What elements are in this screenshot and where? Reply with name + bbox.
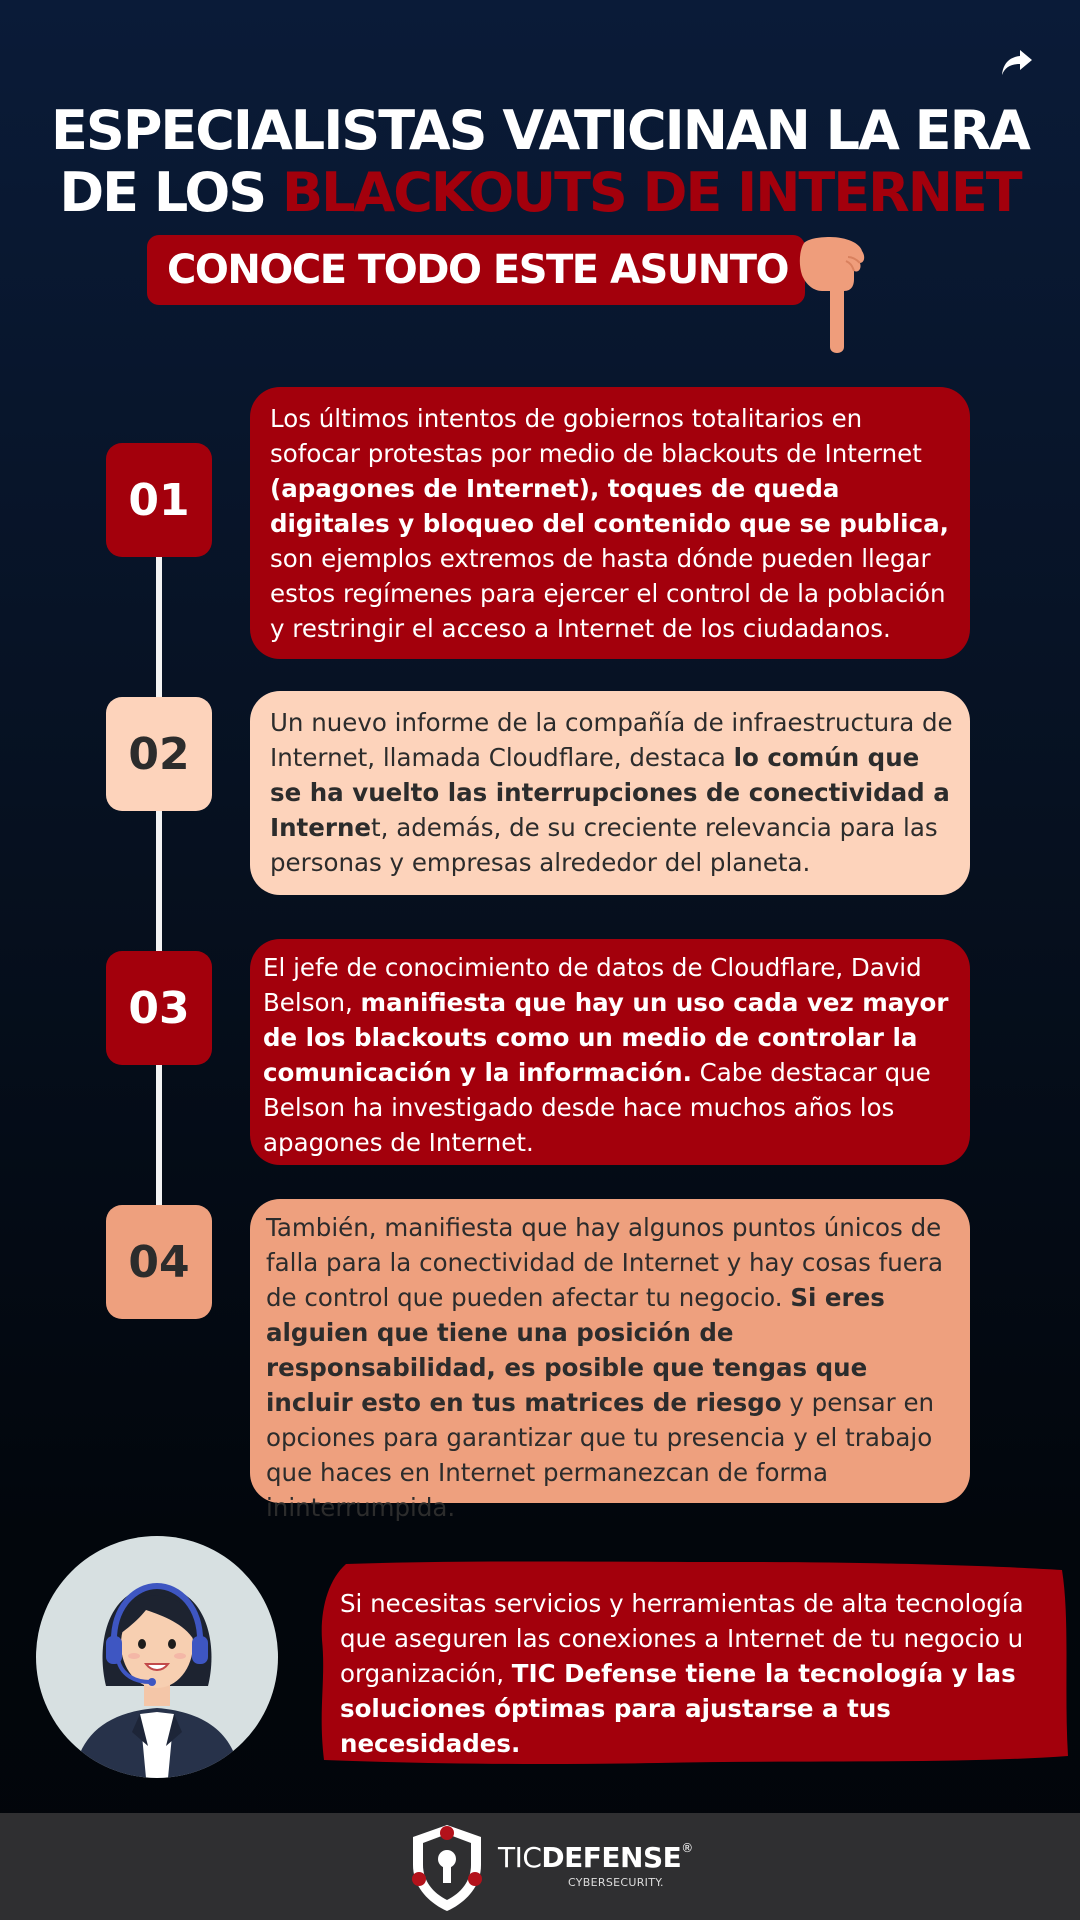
logo-registered: ® xyxy=(681,1841,693,1855)
cta-text-bold: TIC Defense tiene la tecnología y las soluciones óptimas para ajustarse a tus necesidades. xyxy=(340,1659,1016,1758)
step-card-03 xyxy=(250,939,970,1165)
title-line-1: ESPECIALISTAS VATICINAN LA ERA xyxy=(51,99,1029,162)
timeline-line xyxy=(156,540,162,1260)
step-card-02 xyxy=(250,691,970,895)
banner-text: CONOCE TODO ESTE ASUNTO xyxy=(167,247,789,293)
cta-text xyxy=(340,1586,1060,1761)
step-04-bold: Si eres alguien que tiene una posición de responsabilidad, es posible que tengas que incluir esto en tus matrices de riesgo xyxy=(266,1283,885,1417)
step-card-01 xyxy=(250,387,970,659)
page-title xyxy=(0,100,1080,224)
step-02-text-end: t, además, de su creciente relevancia para las personas y empresas alrededor del planeta. xyxy=(270,813,938,877)
title-red-part: BLACKOUTS DE INTERNET xyxy=(281,161,1021,224)
logo-defense: DEFENSE xyxy=(541,1841,682,1874)
call-to-action xyxy=(318,1560,1070,1765)
cta-text-normal: Si necesitas servicios y herramientas de alta tecnología que aseguren las conexiones a Internet de tu negocio u organización, xyxy=(340,1589,1024,1688)
step-04-text: También, manifiesta que hay algunos puntos únicos de falla para la conectividad de Internet y hay cosas fuera de control que pueden afectar tu negocio. xyxy=(266,1213,943,1312)
step-number-02: 02 xyxy=(106,697,212,811)
step-01-text: Los últimos intentos de gobiernos totalitarios en sofocar protestas por medio de blackouts de Internet xyxy=(270,404,922,468)
step-03-text-end: Cabe destacar que Belson ha investigado desde hace muchos años los apagones de Internet. xyxy=(263,1058,931,1157)
step-03-text: El jefe de conocimiento de datos de Cloudflare, David Belson, xyxy=(263,953,922,1017)
support-agent-avatar-icon xyxy=(36,1536,278,1778)
step-02-bold: lo común que se ha vuelto las interrupciones de conectividad a Interne xyxy=(270,743,950,842)
step-01-text-end: son ejemplos extremos de hasta dónde pueden llegar estos regímenes para ejercer el control de la población y restringir el acceso a Internet de los ciudadanos. xyxy=(270,544,946,643)
step-number-04: 04 xyxy=(106,1205,212,1319)
logo-tic: TIC xyxy=(498,1841,542,1874)
step-04-text-end: y pensar en opciones para garantizar que tu presencia y el trabajo que haces en Internet permanezcan de forma ininterrumpida. xyxy=(266,1388,935,1522)
tic-defense-shield-logo-icon xyxy=(405,1821,489,1913)
logo-subtitle: CYBERSECURITY. xyxy=(568,1876,664,1889)
title-white-part: DE LOS xyxy=(59,161,282,224)
step-01-bold: (apagones de Internet), toques de queda digitales y bloqueo del contenido que se publica, xyxy=(270,474,949,538)
subtitle-banner xyxy=(147,235,805,305)
logo-wordmark xyxy=(498,1841,693,1874)
step-number-01: 01 xyxy=(106,443,212,557)
pointing-down-hand-icon xyxy=(790,235,890,357)
step-03-bold: manifiesta que hay un uso cada vez mayor de los blackouts como un medio de controlar la comunicación y la información. xyxy=(263,988,949,1087)
step-number-03: 03 xyxy=(106,951,212,1065)
step-card-04 xyxy=(250,1199,970,1522)
share-icon[interactable] xyxy=(1000,48,1034,78)
footer xyxy=(0,1813,1080,1920)
step-02-text: Un nuevo informe de la compañía de infraestructura de Internet, llamada Cloudflare, destaca xyxy=(270,708,953,772)
title-line-2 xyxy=(0,162,1080,224)
